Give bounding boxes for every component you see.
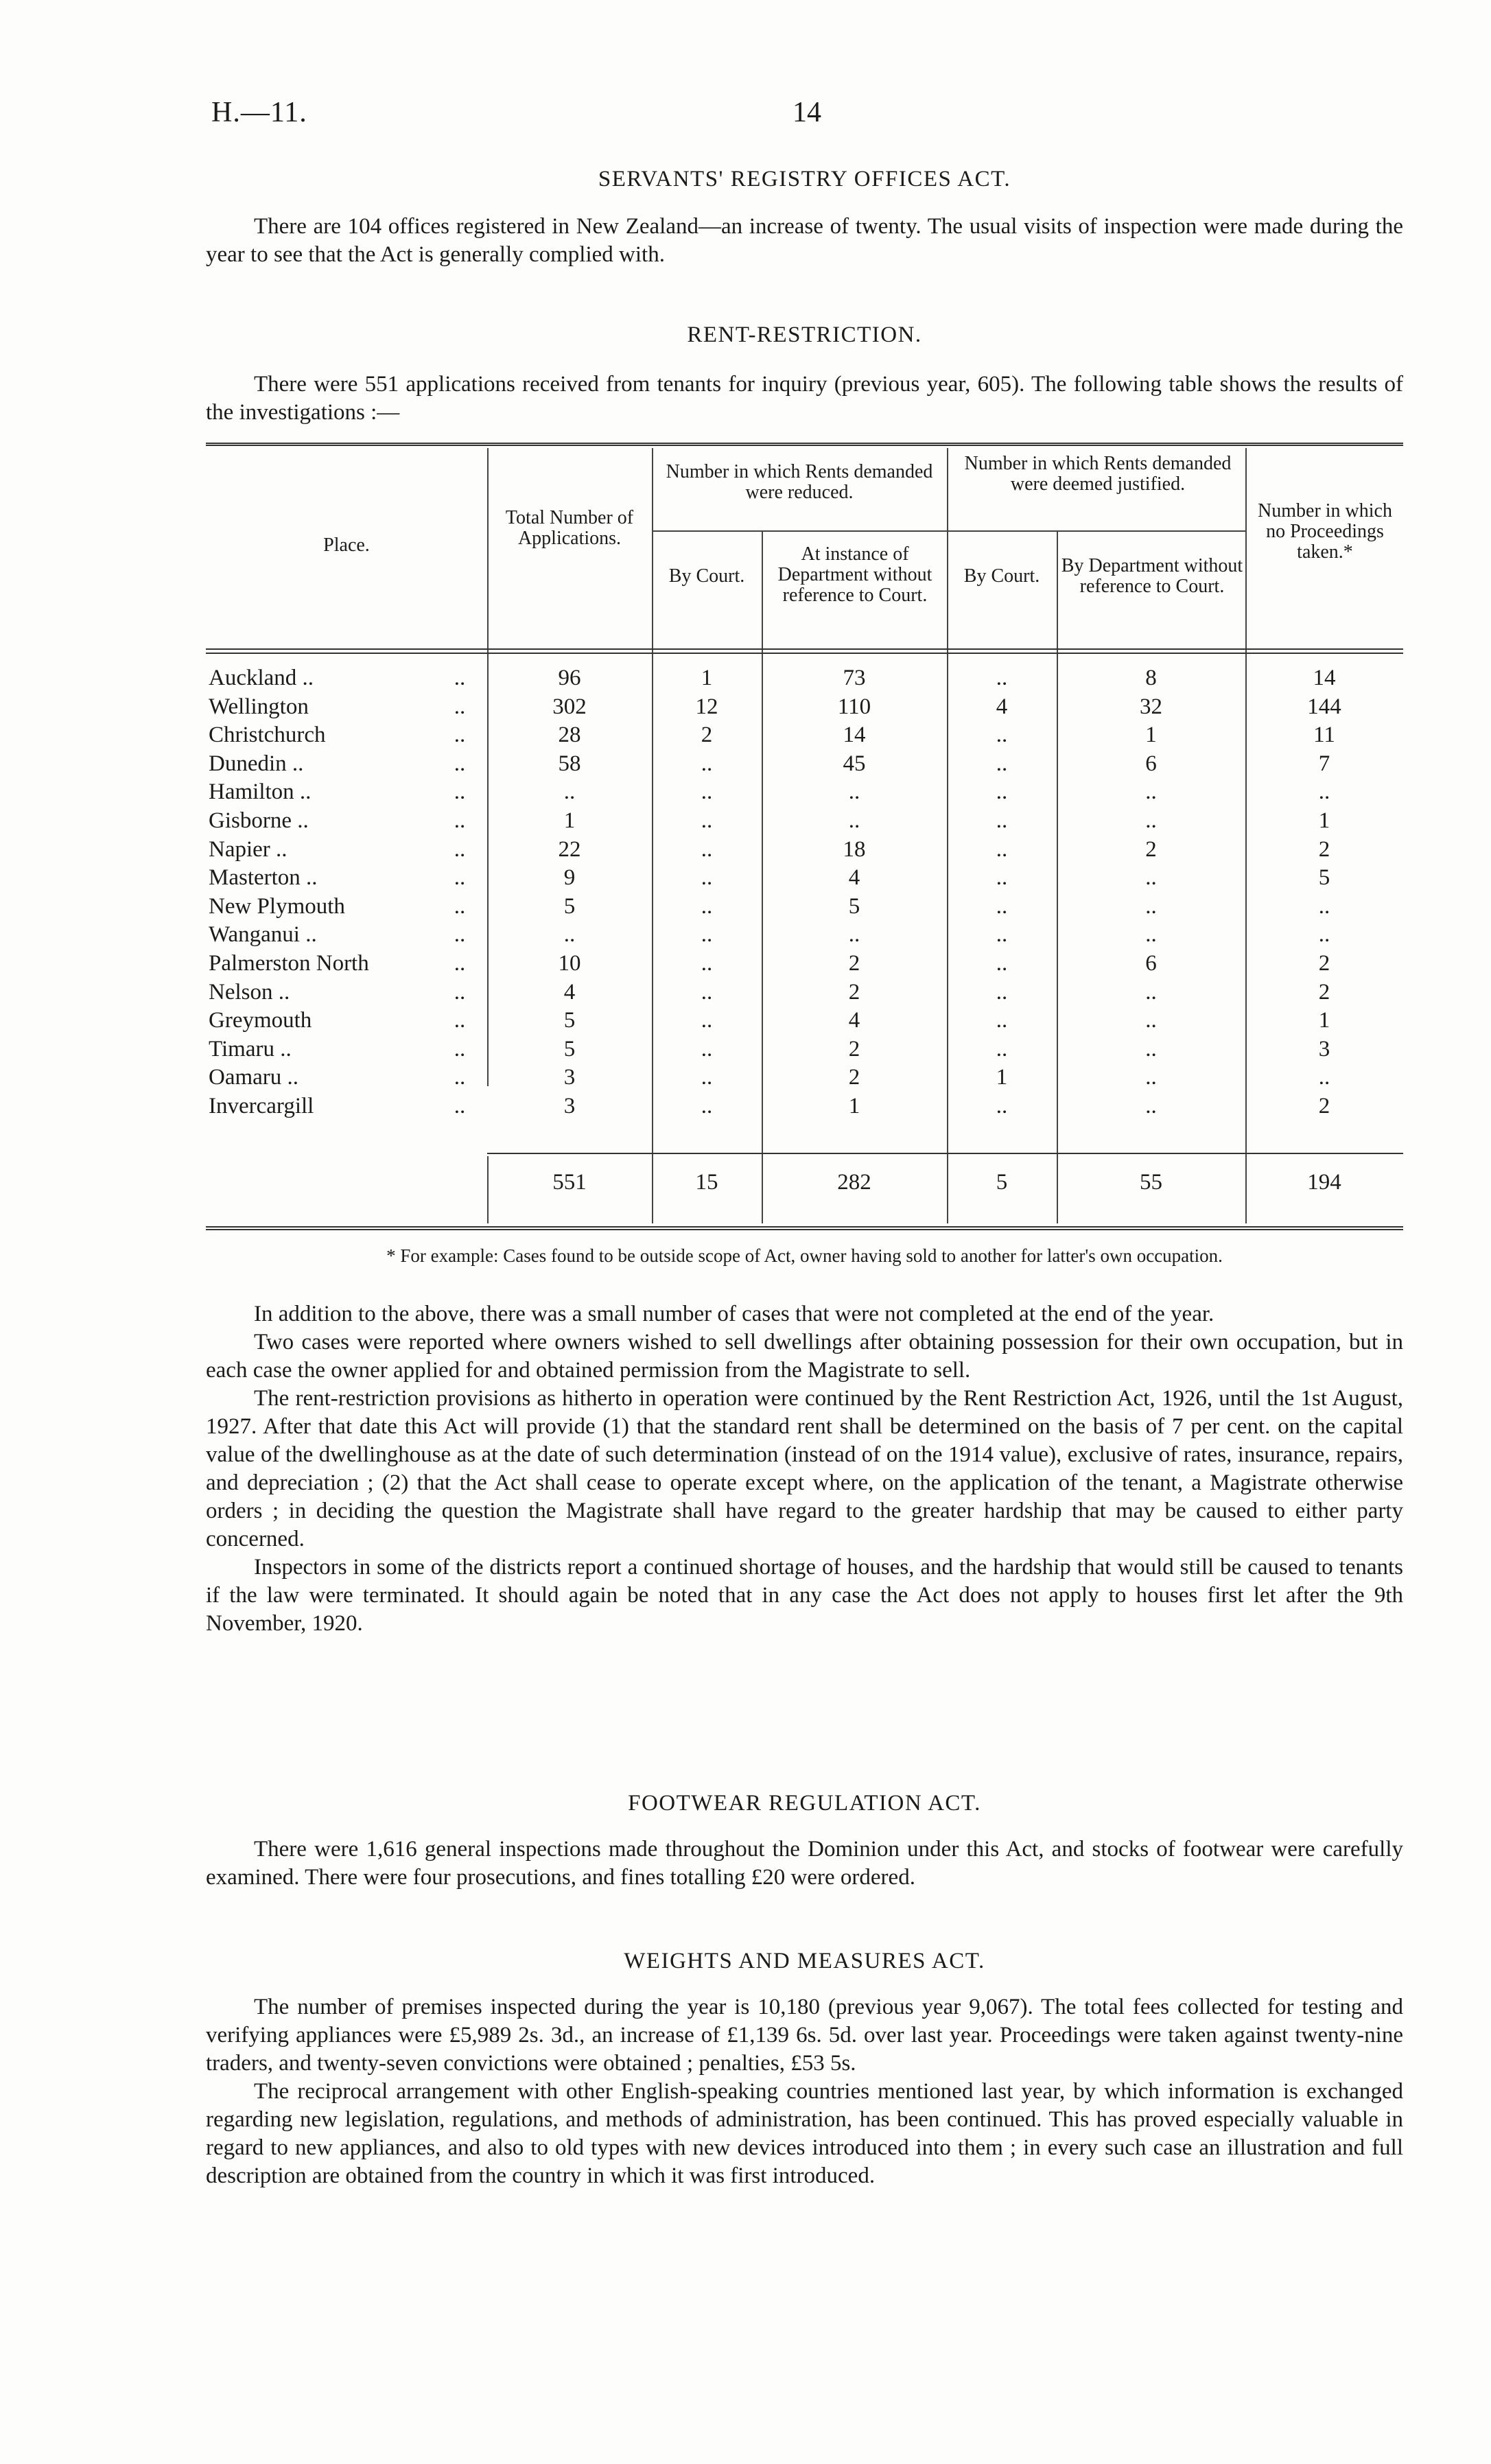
row-value-c2: 1 xyxy=(701,666,713,690)
row-value-c4: .. xyxy=(996,1094,1008,1118)
paragraph-incomplete-cases: In addition to the above, there was a small number of cases that were not completed at the end of the year. xyxy=(254,1302,1214,1326)
rent-discussion xyxy=(206,1300,1403,1638)
section-title-servants: SERVANTS' REGISTRY OFFICES ACT. xyxy=(598,167,1011,191)
row-value-c3: 4 xyxy=(848,1008,860,1033)
table-row xyxy=(206,922,1403,950)
row-value-c6: 11 xyxy=(1313,723,1335,748)
row-value-c5: 8 xyxy=(1145,666,1157,690)
row-value-c3: 2 xyxy=(848,1065,860,1090)
table-row xyxy=(206,666,1403,694)
row-place: Dunedin .. xyxy=(209,751,304,776)
row-value-c6: 1 xyxy=(1318,1008,1330,1033)
row-value-c4: .. xyxy=(996,1036,1008,1061)
row-place: Greymouth xyxy=(209,1008,312,1033)
row-place: Masterton .. xyxy=(209,865,318,891)
row-value-c6: .. xyxy=(1318,779,1330,805)
row-value-c3: .. xyxy=(848,808,860,833)
row-value-c2: .. xyxy=(701,893,713,919)
row-value-c4: .. xyxy=(996,779,1008,805)
weights-paragraphs xyxy=(206,1993,1403,2190)
row-place: Christchurch xyxy=(209,723,326,748)
row-value-c2: .. xyxy=(701,779,713,805)
row-value-c5: 6 xyxy=(1145,751,1157,776)
row-value-c2: .. xyxy=(701,836,713,862)
row-leader-dots: .. xyxy=(454,951,466,976)
section-title-rent: RENT-RESTRICTION. xyxy=(687,322,922,347)
row-value-c5: .. xyxy=(1145,808,1157,833)
row-leader-dots: .. xyxy=(454,751,466,776)
row-value-c3: 14 xyxy=(843,723,866,748)
header-justified-dept: By Department without reference to Court. xyxy=(1061,555,1243,597)
table-row xyxy=(206,779,1403,808)
row-value-c5: .. xyxy=(1145,922,1157,948)
row-value-c4: .. xyxy=(996,922,1008,948)
row-leader-dots: .. xyxy=(454,865,466,891)
row-value-c2: .. xyxy=(701,808,713,833)
row-leader-dots: .. xyxy=(454,1065,466,1090)
row-value-c6: 3 xyxy=(1318,1036,1330,1061)
row-value-c3: 1 xyxy=(848,1094,860,1118)
row-value-c4: .. xyxy=(996,808,1008,833)
row-place: New Plymouth xyxy=(209,893,345,919)
header-justified-court: By Court. xyxy=(963,565,1040,587)
row-value-c4: .. xyxy=(996,836,1008,862)
row-value-c5: .. xyxy=(1145,1094,1157,1118)
row-value-c3: .. xyxy=(848,779,860,805)
header-reduced-court: By Court. xyxy=(668,565,745,587)
page-header xyxy=(206,96,1403,137)
row-value-c3: 18 xyxy=(843,836,866,862)
row-value-c2: .. xyxy=(701,951,713,976)
row-value-c5: .. xyxy=(1145,1036,1157,1061)
row-value-c4: .. xyxy=(996,951,1008,976)
servants-paragraph xyxy=(206,213,1403,269)
total-justified-court: 5 xyxy=(996,1170,1008,1195)
servants-text: There are 104 offices registered in New Zealand—an increase of twenty. The usual visits of inspection were made during the year to see that the Act is generally complied with. xyxy=(206,214,1403,267)
row-leader-dots: .. xyxy=(454,922,466,948)
row-place: Auckland .. xyxy=(209,666,314,690)
row-leader-dots: .. xyxy=(454,1036,466,1061)
row-value-c3: 73 xyxy=(843,666,866,690)
row-value-c1: 4 xyxy=(563,979,576,1005)
row-value-c3: 5 xyxy=(848,893,860,919)
row-value-c2: 2 xyxy=(701,723,713,748)
row-value-c5: .. xyxy=(1145,865,1157,891)
totals-row xyxy=(206,1170,1403,1198)
row-value-c4: .. xyxy=(996,1008,1008,1033)
row-leader-dots: .. xyxy=(454,666,466,690)
row-value-c2: .. xyxy=(701,1065,713,1090)
table-row xyxy=(206,865,1403,893)
table-row xyxy=(206,751,1403,779)
row-value-c1: 28 xyxy=(558,723,581,748)
paragraph-weights-inspections: The number of premises inspected during the year is 10,180 (previous year 9,067). The total fees collected for testing and verifying appliances were £5,989 2s. 3d., an increase of £1,139 6s. 5d. over last year. Proceedings were taken against twenty-nine traders, and twenty-seven convictions were obtained ; penalties, £53 5s. xyxy=(206,1995,1403,2076)
row-value-c1: 302 xyxy=(552,694,587,719)
row-value-c4: .. xyxy=(996,666,1008,690)
row-value-c1: 5 xyxy=(563,1036,576,1061)
footwear-text: There were 1,616 general inspections made throughout the Dominion under this Act, and stocks of footwear were carefully examined. There were four prosecutions, and fines totalling £20 were ordered. xyxy=(206,1837,1403,1890)
row-value-c3: 2 xyxy=(848,1036,860,1061)
row-value-c5: 2 xyxy=(1145,836,1157,862)
row-value-c5: .. xyxy=(1145,1065,1157,1090)
row-value-c6: 14 xyxy=(1313,666,1336,690)
row-leader-dots: .. xyxy=(454,723,466,748)
row-value-c6: 5 xyxy=(1318,865,1330,891)
row-value-c6: 7 xyxy=(1318,751,1330,776)
row-value-c1: 58 xyxy=(558,751,581,776)
row-value-c5: .. xyxy=(1145,979,1157,1005)
header-total: Total Number of Applications. xyxy=(505,507,634,549)
header-reduced: Number in which Rents demanded were reduced. xyxy=(666,461,933,503)
row-value-c5: 1 xyxy=(1145,723,1157,748)
table-row xyxy=(206,1065,1403,1093)
rent-intro-paragraph xyxy=(206,371,1403,427)
row-place: Timaru .. xyxy=(209,1036,292,1061)
row-value-c1: 5 xyxy=(563,893,576,919)
row-leader-dots: .. xyxy=(454,1008,466,1033)
table-row xyxy=(206,723,1403,751)
row-value-c4: .. xyxy=(996,893,1008,919)
row-value-c4: .. xyxy=(996,865,1008,891)
row-value-c6: 144 xyxy=(1307,694,1341,719)
row-value-c1: 9 xyxy=(563,865,576,891)
row-value-c2: .. xyxy=(701,865,713,891)
row-value-c6: .. xyxy=(1318,893,1330,919)
header-no-proceedings: Number in which no Proceedings taken.* xyxy=(1258,500,1392,563)
row-place: Napier .. xyxy=(209,836,287,862)
section-title-footwear: FOOTWEAR REGULATION ACT. xyxy=(628,1791,981,1816)
row-value-c2: .. xyxy=(701,922,713,948)
row-value-c1: 5 xyxy=(563,1008,576,1033)
row-place: Nelson .. xyxy=(209,979,290,1005)
row-value-c3: 4 xyxy=(848,865,860,891)
row-value-c4: .. xyxy=(996,723,1008,748)
paragraph-housing-shortage: Inspectors in some of the districts report a continued shortage of houses, and the hardship that would still be caused to tenants if the law were terminated. It should again be noted that in any case the Act does not apply to houses first let after the 9th November, 1920. xyxy=(206,1555,1403,1636)
header-place: Place. xyxy=(323,535,370,556)
row-value-c2: .. xyxy=(701,1036,713,1061)
row-leader-dots: .. xyxy=(454,979,466,1005)
page-number: 14 xyxy=(793,97,821,128)
row-value-c2: .. xyxy=(701,1008,713,1033)
row-place: Gisborne .. xyxy=(209,808,309,833)
table-row xyxy=(206,1037,1403,1065)
row-value-c6: 2 xyxy=(1318,951,1330,976)
document-reference: H.—11. xyxy=(211,97,307,128)
table-row xyxy=(206,808,1403,836)
row-value-c2: 12 xyxy=(695,694,718,719)
row-value-c5: .. xyxy=(1145,779,1157,805)
row-place: Wellington xyxy=(209,694,309,719)
row-value-c1: 96 xyxy=(558,666,581,690)
row-value-c3: 110 xyxy=(837,694,871,719)
row-leader-dots: .. xyxy=(454,1094,466,1118)
row-value-c1: 1 xyxy=(563,808,576,833)
row-value-c3: 2 xyxy=(848,951,860,976)
row-value-c1: 10 xyxy=(558,951,581,976)
footwear-paragraph xyxy=(206,1835,1403,1892)
paragraph-act-provisions: The rent-restriction provisions as hitherto in operation were continued by the Rent Restriction Act, 1926, until the 1st August, 1927. After that date this Act will provide (1) that the standard rent shall be determined on the basis of 7 per cent. on the capital value of the dwellinghouse as at the date of such determination (instead of on the 1914 value), exclusive of rates, insurance, repairs, and depreciation ; (2) that the Act shall cease to operate except where, on the application of the tenant, a Magistrate otherwise orders ; in deciding the question the Magistrate shall have regard to the greater hardship that may be caused to either party concerned. xyxy=(206,1386,1403,1551)
row-value-c1: 3 xyxy=(563,1094,576,1118)
row-value-c2: .. xyxy=(701,751,713,776)
table-row xyxy=(206,694,1403,723)
row-value-c3: 2 xyxy=(848,979,860,1005)
row-value-c4: .. xyxy=(996,979,1008,1005)
row-value-c1: 22 xyxy=(558,836,581,862)
table-footnote: * For example: Cases found to be outside scope of Act, owner having sold to another for latter's own occupation. xyxy=(386,1245,1223,1266)
row-place: Wanganui .. xyxy=(209,922,317,948)
table-row xyxy=(206,951,1403,979)
row-value-c5: .. xyxy=(1145,893,1157,919)
row-leader-dots: .. xyxy=(454,808,466,833)
row-value-c4: 4 xyxy=(996,694,1008,719)
total-reduced-court: 15 xyxy=(695,1170,718,1195)
total-reduced-dept: 282 xyxy=(837,1170,871,1195)
total-no-proceedings: 194 xyxy=(1307,1170,1341,1195)
paragraph-weights-reciprocal: The reciprocal arrangement with other English-speaking countries mentioned last year, by which information is exchanged regarding new legislation, regulations, and methods of administration, has been continued. This has proved especially valuable in regard to new appliances, and also to old types with new devices introduced into them ; in every such case an illustration and full description are obtained from the country in which it was first introduced. xyxy=(206,2079,1403,2188)
rent-intro-text: There were 551 applications received from tenants for inquiry (previous year, 605). The following table shows the results of the investigations :— xyxy=(206,372,1403,425)
row-value-c4: .. xyxy=(996,751,1008,776)
row-value-c3: 45 xyxy=(843,751,866,776)
row-value-c1: 3 xyxy=(563,1065,576,1090)
row-value-c6: 2 xyxy=(1318,1094,1330,1118)
row-value-c6: 2 xyxy=(1318,836,1330,862)
row-value-c4: 1 xyxy=(996,1065,1008,1090)
row-value-c5: 6 xyxy=(1145,951,1157,976)
row-place: Hamilton .. xyxy=(209,779,312,805)
total-justified-dept: 55 xyxy=(1140,1170,1162,1195)
header-reduced-dept: At instance of Department without reference to Court. xyxy=(777,543,932,606)
paragraph-sale-cases: Two cases were reported where owners wished to sell dwellings after obtaining possession for their own occupation, but in each case the owner applied for and obtained permission from the Magistrate to sell. xyxy=(206,1330,1403,1383)
table-row xyxy=(206,980,1403,1008)
section-title-weights: WEIGHTS AND MEASURES ACT. xyxy=(624,1949,985,1973)
row-value-c1: .. xyxy=(563,779,576,805)
row-value-c5: 32 xyxy=(1140,694,1162,719)
table-row xyxy=(206,1094,1403,1122)
row-leader-dots: .. xyxy=(454,893,466,919)
row-value-c2: .. xyxy=(701,979,713,1005)
row-value-c3: .. xyxy=(848,922,860,948)
rent-table xyxy=(206,443,1403,1235)
row-place: Oamaru .. xyxy=(209,1065,299,1090)
row-leader-dots: .. xyxy=(454,694,466,719)
row-value-c5: .. xyxy=(1145,1008,1157,1033)
row-value-c6: 1 xyxy=(1318,808,1330,833)
row-value-c1: .. xyxy=(563,922,576,948)
row-value-c6: 2 xyxy=(1318,979,1330,1005)
row-place: Palmerston North xyxy=(209,951,369,976)
header-justified: Number in which Rents demanded were deemed justified. xyxy=(964,453,1232,495)
table-row xyxy=(206,894,1403,922)
row-place: Invercargill xyxy=(209,1094,314,1118)
row-leader-dots: .. xyxy=(454,836,466,862)
table-row xyxy=(206,1008,1403,1036)
table-row xyxy=(206,837,1403,865)
row-value-c6: .. xyxy=(1318,922,1330,948)
row-value-c6: .. xyxy=(1318,1065,1330,1090)
total-applications: 551 xyxy=(552,1170,587,1195)
row-value-c2: .. xyxy=(701,1094,713,1118)
row-leader-dots: .. xyxy=(454,779,466,805)
